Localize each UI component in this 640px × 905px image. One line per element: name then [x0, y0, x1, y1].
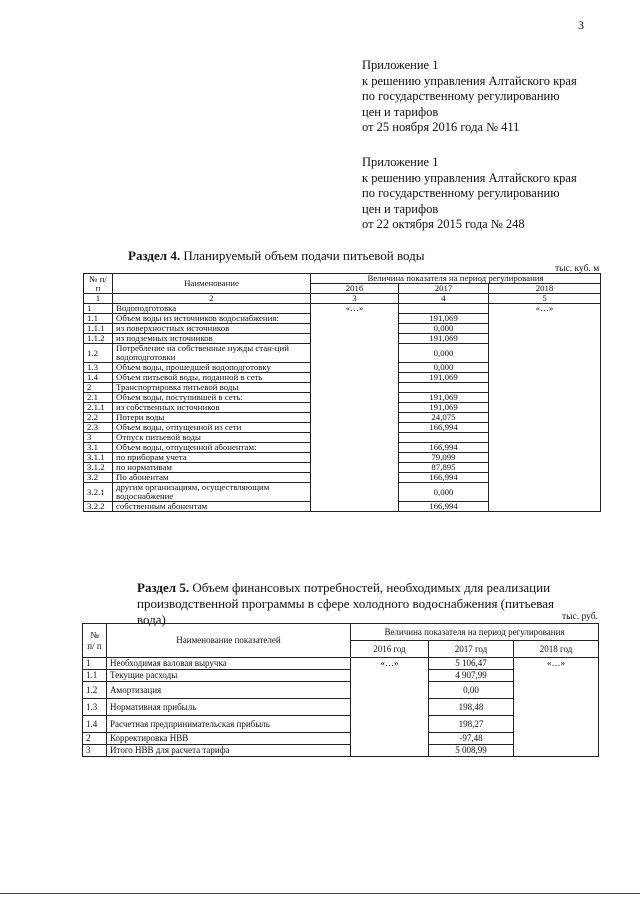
value-2017: 166,994 [399, 473, 489, 483]
column-index: 1 [84, 294, 113, 304]
row-name: Необходимая валовая выручка [107, 658, 351, 670]
value-2017: 198,48 [429, 699, 514, 716]
row-name: Текущие расходы [107, 670, 351, 682]
value-2017: 191,069 [399, 314, 489, 324]
value-2017: 79,099 [399, 453, 489, 463]
annex-line: к решению управления Алтайского края [362, 73, 577, 88]
section-4-label: Раздел 4. [128, 248, 181, 263]
section-4-table [83, 273, 601, 512]
header-year-2018: 2018 [489, 284, 601, 294]
header-year-2017: 2017 [399, 284, 489, 294]
row-number: 3.2 [84, 473, 113, 483]
value-2017: 0,000 [399, 344, 489, 363]
header-year-2016: 2016 год [351, 641, 429, 658]
row-number: 1.4 [83, 716, 107, 733]
row-number: 2 [83, 733, 107, 745]
row-number: 1.1 [83, 670, 107, 682]
section-4-units: тыс. куб. м [555, 264, 600, 274]
value-2017: 166,994 [399, 443, 489, 453]
value-2017: 0,00 [429, 682, 514, 699]
header-num: № п/ п [83, 624, 107, 658]
header-year-2018: 2018 год [514, 641, 599, 658]
header-name: Наименование [113, 274, 311, 294]
header-period: Величина показателя на период регулирования [311, 274, 601, 284]
annex-line: к решению управления Алтайского края [362, 170, 577, 185]
column-index: 4 [399, 294, 489, 304]
row-name: Потребление на собственные нужды стан-ций водоподготовки [113, 344, 311, 363]
annex-line: от 22 октября 2015 года № 248 [362, 217, 525, 231]
value-2018-placeholder: «…» [489, 304, 601, 512]
annex-line: Приложение 1 [362, 155, 439, 169]
row-number: 3.1.1 [84, 453, 113, 463]
row-number: 1.1.1 [84, 324, 113, 334]
row-name: Объем питьевой воды, поданной в сеть [113, 373, 311, 383]
row-number: 3 [83, 745, 107, 757]
row-number: 3.1 [84, 443, 113, 453]
value-2016-placeholder: «…» [311, 304, 399, 512]
section-4-title-text: Планируемый объем подачи питьевой воды [180, 248, 425, 263]
value-2017 [399, 433, 489, 443]
row-name: из подземных источников [113, 334, 311, 344]
table-row [84, 304, 601, 314]
value-2017: 191,069 [399, 393, 489, 403]
value-2017: 5 008,99 [429, 745, 514, 757]
annex-line: от 25 ноября 2016 года № 411 [362, 120, 520, 134]
row-number: 1.3 [84, 363, 113, 373]
row-name: из собственных источников [113, 403, 311, 413]
row-number: 2.1 [84, 393, 113, 403]
value-2017: 4 907,99 [429, 670, 514, 682]
page-bottom-rule [0, 893, 640, 894]
value-2017: 191,069 [399, 373, 489, 383]
row-number: 1.2 [84, 344, 113, 363]
row-number: 1 [84, 304, 113, 314]
value-2017: 24,075 [399, 413, 489, 423]
header-num: № п/п [84, 274, 113, 294]
value-2017: 0,000 [399, 483, 489, 502]
annex-line: цен и тарифов [362, 201, 439, 216]
annex-block-original [362, 155, 577, 233]
value-2017: 0,000 [399, 363, 489, 373]
section-5-title-text: Объем финансовых потребностей, необходимых для реализации производственной программы в сфере холодного водоснабжения (питьевая вода) [137, 580, 555, 627]
value-2017: 166,994 [399, 502, 489, 512]
row-name: из поверхностных источников [113, 324, 311, 334]
row-name: По абонентам [113, 473, 311, 483]
row-name: Расчетная предпринимательская прибыль [107, 716, 351, 733]
value-2017: 191,069 [399, 403, 489, 413]
column-index: 2 [113, 294, 311, 304]
value-2016-placeholder: «…» [351, 658, 429, 757]
row-name: Итого НВВ для расчета тарифа [107, 745, 351, 757]
row-name: Объем воды, отпущенной абонентам: [113, 443, 311, 453]
value-2017: 87,895 [399, 463, 489, 473]
row-number: 1.3 [83, 699, 107, 716]
row-name: Объем воды, прошедшей водоподготовку [113, 363, 311, 373]
row-name: Объем воды, поступившей в сеть: [113, 393, 311, 403]
value-2017: 198,27 [429, 716, 514, 733]
value-2017: -97,48 [429, 733, 514, 745]
row-name: Потери воды [113, 413, 311, 423]
column-index: 5 [489, 294, 601, 304]
row-name: по нормативам [113, 463, 311, 473]
annex-line: по государственному регулированию [362, 186, 560, 200]
row-number: 2.2 [84, 413, 113, 423]
header-year-2017: 2017 год [429, 641, 514, 658]
row-number: 3.2.1 [84, 483, 113, 502]
row-number: 3 [84, 433, 113, 443]
row-name: Отпуск питьевой воды [113, 433, 311, 443]
annex-line: цен и тарифов [362, 104, 439, 119]
section-5-table [82, 623, 599, 757]
column-index: 3 [311, 294, 399, 304]
page-number: 3 [578, 18, 584, 32]
row-name: Корректировка НВВ [107, 733, 351, 745]
header-period: Величина показателя на период регулирования [351, 624, 599, 641]
value-2017: 0,000 [399, 324, 489, 334]
section-5-label: Раздел 5. [137, 580, 190, 595]
annex-block-current [362, 58, 577, 136]
row-name: Объем воды из источников водоснабжения: [113, 314, 311, 324]
value-2017: 5 106,47 [429, 658, 514, 670]
section-5-units: тыс. руб. [562, 612, 598, 622]
row-name: Объем воды, отпущенной из сети [113, 423, 311, 433]
value-2017 [399, 383, 489, 393]
annex-line: Приложение 1 [362, 58, 439, 72]
row-number: 2.3 [84, 423, 113, 433]
row-name: Транспортировка питьевой воды [113, 383, 311, 393]
section-4-title [128, 248, 425, 264]
row-name: Водоподготовка [113, 304, 311, 314]
value-2017: 166,994 [399, 423, 489, 433]
row-name: Нормативная прибыль [107, 699, 351, 716]
row-number: 1.1 [84, 314, 113, 324]
row-name: другим организациям, осуществляющим водоснабжение [113, 483, 311, 502]
row-number: 1.1.2 [84, 334, 113, 344]
row-number: 3.1.2 [84, 463, 113, 473]
table-row [83, 658, 599, 670]
row-name: собственным абонентам [113, 502, 311, 512]
header-year-2016: 2016 [311, 284, 399, 294]
row-number: 1.4 [84, 373, 113, 383]
row-number: 1 [83, 658, 107, 670]
row-name: Амортизация [107, 682, 351, 699]
value-2018-placeholder: «…» [514, 658, 599, 757]
row-number: 3.2.2 [84, 502, 113, 512]
header-name: Наименование показателей [107, 624, 351, 658]
value-2017 [399, 304, 489, 314]
row-number: 2 [84, 383, 113, 393]
section-5-title [137, 580, 577, 628]
value-2017: 191,069 [399, 334, 489, 344]
row-name: по приборам учета [113, 453, 311, 463]
annex-line: по государственному регулированию [362, 89, 560, 103]
row-number: 1.2 [83, 682, 107, 699]
row-number: 2.1.1 [84, 403, 113, 413]
